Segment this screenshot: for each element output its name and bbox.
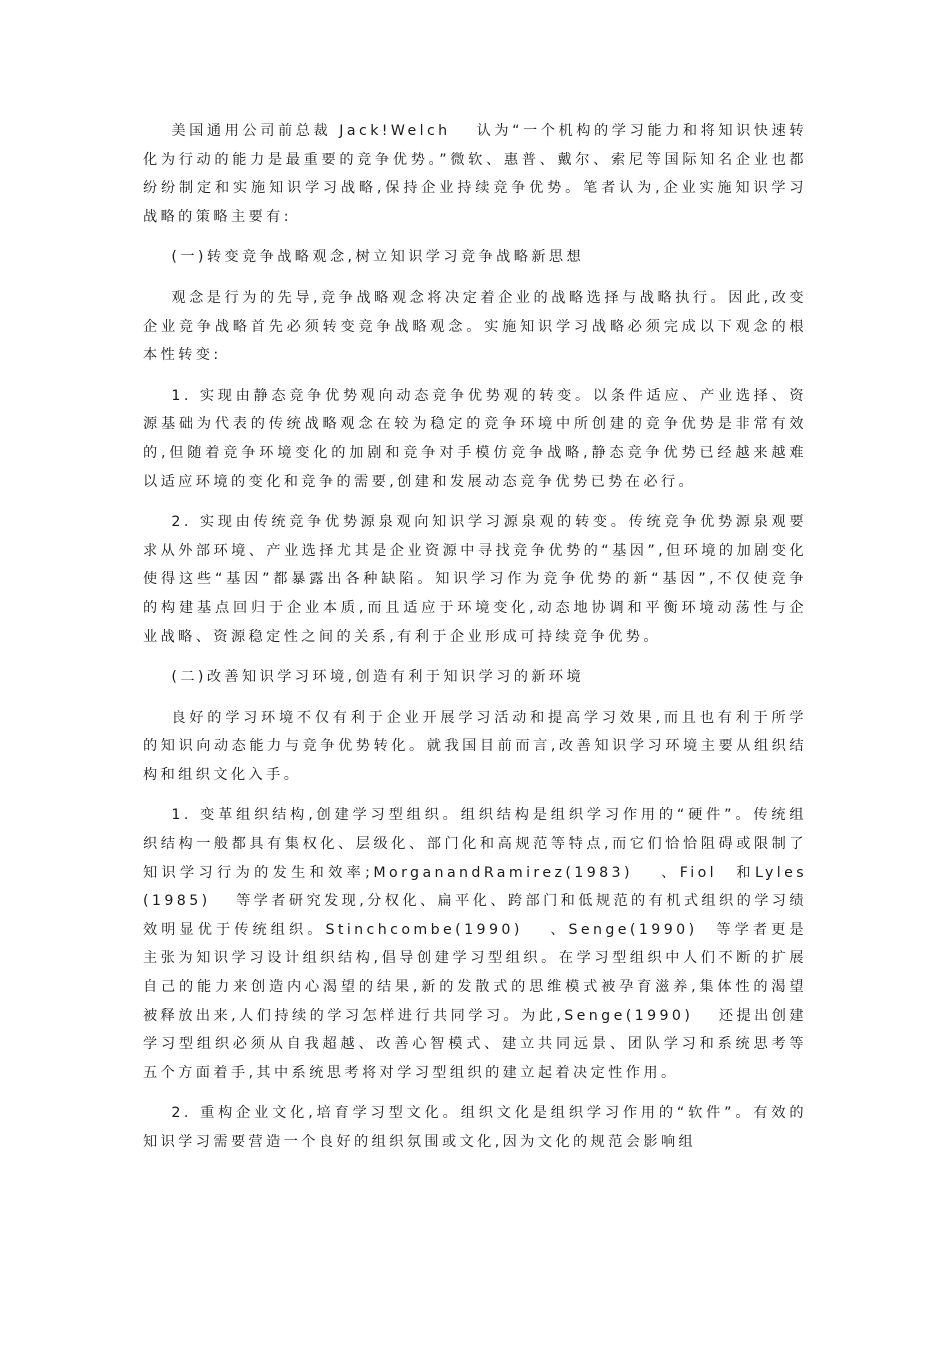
paragraph-point-1-2: 2. 实现由传统竞争优势源泉观向知识学习源泉观的转变。传统竞争优势源泉观要求从外部环境、产业选择尤其是企业资源中寻找竞争优势的“基因”,但环境的加剧变化使得这些“基因”都暴露出各种缺陷。知识学习作为竞争优势的新“基因”,不仅使竞争的构建基点回归于企业本质,而且适应于环境变化,动态地协调和平衡环境动荡性与企业战略、资源稳定性之间的关系,有利于企业形成可持续竞争优势。 xyxy=(143,514,807,645)
paragraph-environment: 良好的学习环境不仅有利于企业开展学习活动和提高学习效果,而且也有利于所学的知识向动态能力与竞争优势转化。就我国目前而言,改善知识学习环境主要从组织结构和组织文化入手。 xyxy=(143,709,807,783)
paragraph-concept: 观念是行为的先导,竞争战略观念将决定着企业的战略选择与战略执行。因此,改变企业竞争战略首先必须转变竞争战略观念。实施知识学习战略必须完成以下观念的根本性转变: xyxy=(143,289,807,364)
paragraph-point-1-1: 1. 实现由静态竞争优势观向动态竞争优势观的转变。以条件适应、产业选择、资源基础为代表的传统战略观念在较为稳定的竞争环境中所创建的竞争优势是非常有效的,但随着竞争环境变化的加剧和竞争对手模仿竞争战略,静态竞争优势已经越来越难以适应环境的变化和竞争的需要,创建和发展动态竞争优势已势在必行。 xyxy=(143,387,807,490)
paragraph-point-2-1: 1. 变革组织结构,创建学习型组织。组织结构是组织学习作用的“硬件”。传统组织结构一般都具有集权化、层级化、部门化和高规范等特点,而它们恰恰阻碍或限制了知识学习行为的发生和效率;MorganandRamirez(1983) 、Fiol 和Lyles(1985) 等学者研究发现,分权化、扁平化、跨部门和低规范的有机式组织的学习绩效明显优于传统组织。Stinchcombe(1990) 、Senge(1990) 等学者更是主张为知识学习设计组织结构,倡导创建学习型组织。在学习型组织中人们不断的扩展自己的能力来创造内心渴望的结果,新的发散式的思维模式被孕育滋养,集体性的渴望被释放出来,人们持续的学习怎样进行共同学习。为此,Senge(1990) 还提出创建学习型组织必须从自我超越、改善心智模式、建立共同远景、团队学习和系统思考等五个方面着手,其中系统思考将对学习型组织的建立起着决定性作用。 xyxy=(143,807,807,1081)
section-heading-1: (一)转变竞争战略观念,树立知识学习竞争战略新思想 xyxy=(171,249,585,266)
section-heading-2: (二)改善知识学习环境,创造有利于知识学习的新环境 xyxy=(171,669,585,686)
intro-paragraph: 美国通用公司前总裁 Jack!Welch 认为“一个机构的学习能力和将知识快速转化为行动的能力是最重要的竞争优势。”微软、惠普、戴尔、索尼等国际知名企业也都纷纷制定和实施知识学习战略,保持企业持续竞争优势。笔者认为,企业实施知识学习战略的策略主要有: xyxy=(143,123,807,225)
paragraph-point-2-2: 2. 重构企业文化,培育学习型文化。组织文化是组织学习作用的“软件”。有效的知识学习需要营造一个良好的组织氛围或文化,因为文化的规范会影响组 xyxy=(143,1105,807,1150)
document-body xyxy=(143,117,807,1157)
